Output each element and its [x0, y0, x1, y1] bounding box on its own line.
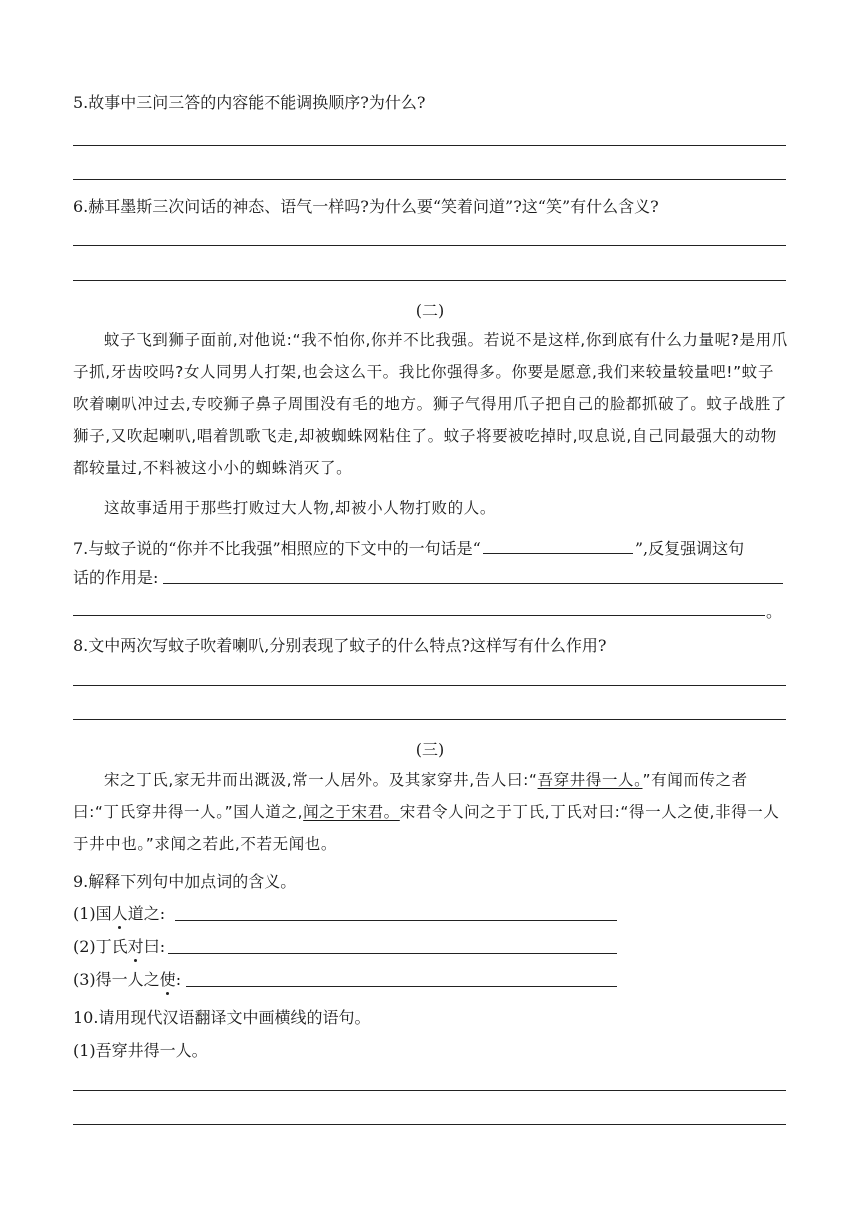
answer-line[interactable] — [73, 1090, 786, 1091]
answer-line[interactable] — [73, 719, 786, 720]
answer-line[interactable] — [73, 145, 786, 146]
underlined-sentence-1: 吾穿井得一人。 — [537, 771, 643, 789]
question-7-text-a: 7.与蚊子说的“你并不比我强”相照应的下文中的一句话是“ — [73, 539, 481, 558]
answer-line[interactable] — [73, 179, 786, 180]
question-8: 8.文中两次写蚊子吹着喇叭,分别表现了蚊子的什么特点?这样写有什么作用? — [73, 636, 607, 655]
answer-line[interactable] — [73, 615, 765, 616]
answer-line[interactable] — [73, 685, 786, 686]
dotted-word: 使 — [159, 970, 176, 989]
question-6: 6.赫耳墨斯三次问话的神态、语气一样吗?为什么要“笑着问道”?这“笑”有什么含义? — [73, 197, 659, 216]
item-text: : — [175, 970, 182, 989]
item-text: 道之: — [127, 904, 166, 923]
question-10: 10.请用现代汉语翻译文中画横线的语句。 — [73, 1008, 371, 1027]
passage-3-text-a: 宋之丁氏,家无井而出溉汲,常一人居外。及其家穿井,告人曰:“ — [104, 771, 538, 789]
question-9-item-2 — [73, 936, 165, 958]
passage-2-paragraph-1: 蚊子飞到狮子面前,对他说:“我不怕你,你并不比我强。若说不是这样,你到底有什么力量呢?是用爪子抓,牙齿咬吗?女人同男人打架,也会这么干。我比你强得多。你要是愿意,我们来较量较量吧!”蚊子吹着喇叭冲过去,专咬狮子鼻子周围没有毛的地方。狮子气得用爪子把自己的脸都抓破了。蚊子战胜了狮子,又吹起喇叭,唱着凯歌飞走,却被蜘蛛网粘住了。蚊子将要被吃掉时,叹息说,自己同最强大的动物都较量过,不料被这小小的蜘蛛消灭了。 — [73, 331, 788, 477]
question-9: 9.解释下列句中加点词的含义。 — [73, 872, 297, 891]
question-7-line-1 — [73, 535, 744, 560]
dotted-word: 人 — [111, 904, 128, 923]
question-10-item-1: (1)吾穿井得一人。 — [73, 1041, 208, 1060]
answer-line[interactable] — [163, 583, 783, 584]
dotted-word: 对 — [127, 937, 144, 956]
answer-line[interactable] — [73, 1124, 786, 1125]
question-5: 5.故事中三问三答的内容能不能调换顺序?为什么? — [73, 93, 426, 112]
answer-line[interactable] — [186, 986, 617, 987]
answer-line[interactable] — [175, 920, 617, 921]
passage-3-text-c: 宋君令人问之于丁氏,丁氏对曰:“得一人之使,非得一人于井中也。”求闻之若此,不若无闻也。 — [73, 803, 780, 853]
question-7-text-b: ”,反复强调这句 — [634, 539, 745, 558]
answer-line[interactable] — [73, 280, 786, 281]
item-text: (1)国 — [73, 904, 112, 923]
question-7-line-2 — [73, 567, 158, 589]
item-text: (3)得一人之 — [73, 970, 160, 989]
passage-2-paragraph-2: 这故事适用于那些打败过大人物,却被小人物打败的人。 — [104, 499, 496, 517]
item-text: (2)丁氏 — [73, 937, 128, 956]
underlined-sentence-2: 闻之于宋君。 — [303, 803, 400, 821]
section-2-title: (二) — [415, 301, 445, 320]
item-text: 曰: — [143, 937, 166, 956]
section-3-title: (三) — [415, 740, 445, 759]
answer-line[interactable] — [168, 953, 617, 954]
question-9-item-1 — [73, 903, 165, 925]
passage-3-paragraph — [73, 764, 789, 860]
passage-3-text-b: ”有闻而传之者曰:“丁氏穿井得一人。”国人道之, — [73, 771, 748, 821]
question-9-item-3 — [73, 969, 181, 991]
answer-blank[interactable] — [483, 535, 633, 554]
question-7-end-mark: 。 — [766, 602, 783, 621]
question-7-text-c: 话的作用是: — [73, 568, 159, 587]
answer-line[interactable] — [73, 245, 786, 246]
